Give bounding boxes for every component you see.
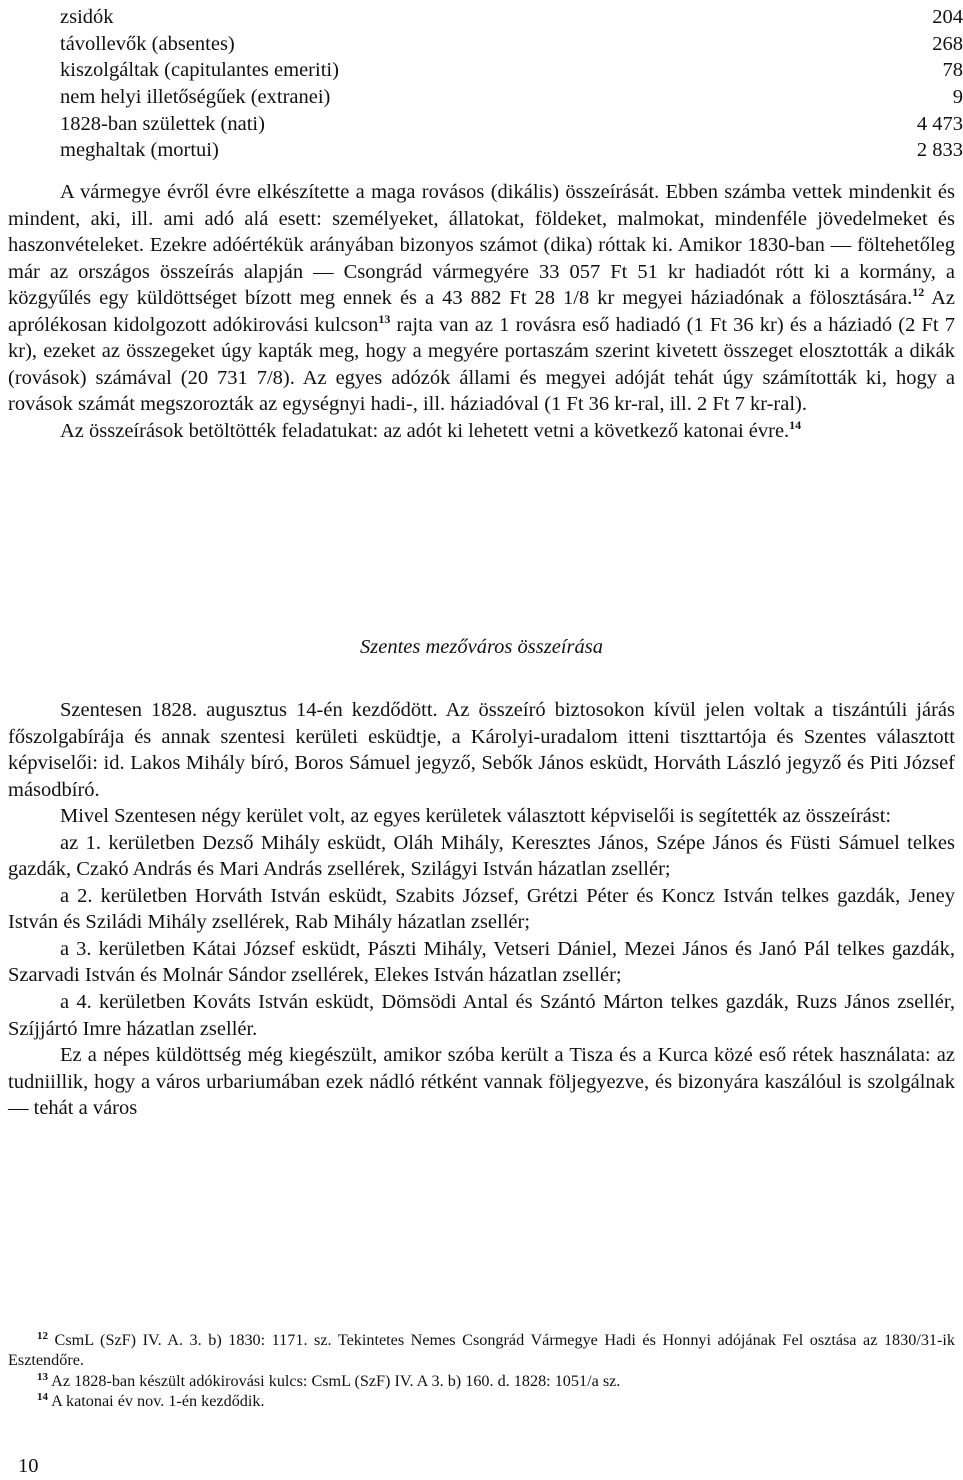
stat-value: 4 473 (916, 112, 963, 135)
section-body (8, 697, 955, 1122)
dikalis-paragraph (8, 179, 955, 418)
footnote (8, 1330, 955, 1371)
district-paragraph: az 1. kerületben Dezső Mihály esküdt, Oláh Mihály, Keresztes János, Szépe János és Füsti Sámuel telkes gazdák, Czakó András és Mari András zsellérek, Szilágyi István házatlan zsellér; (8, 831, 955, 881)
stat-value: 268 (932, 32, 963, 55)
body-paragraph: Ez a népes küldöttség még kiegészült, amikor szóba került a Tisza és a Kurca közé eső rétek használata: az tudniillik, hogy a város urbariumában ezek nádló rétként vannak följegyezve, és bizonyára kaszálóul is szolgálnak — tehát a város (8, 1044, 955, 1120)
footnote (8, 1391, 955, 1411)
page-number: 10 (18, 1455, 39, 1477)
stat-row (60, 4, 963, 31)
footnote (8, 1371, 955, 1391)
paragraph-text: Az aprólékosan kidolgozott adókirovási kulcson (8, 287, 955, 336)
stat-label: távollevők (absentes) (60, 32, 235, 55)
footnote-ref: 14 (789, 417, 802, 432)
footnote-text: Az 1828-ban készült adókirovási kulcs: CsmL (SzF) IV. A 3. b) 160. d. 1828: 1051/a sz. (48, 1371, 621, 1390)
stat-value: 9 (952, 86, 963, 109)
stat-label: zsidók (60, 6, 114, 28)
stat-label: 1828-ban születtek (nati) (60, 112, 265, 135)
footnote-number: 13 (37, 1370, 48, 1383)
stat-row (60, 111, 963, 138)
stat-label: meghaltak (mortui) (60, 139, 219, 162)
stat-row (60, 31, 963, 58)
footnote-text: CsmL (SzF) IV. A. 3. b) 1830: 1171. sz. Tekintetes Nemes Csongrád Vármegye Hadi és Honnyi adójának Fel osztása az 1830/31-ik Esztendőre. (8, 1331, 955, 1370)
stat-row (60, 84, 963, 111)
paragraph-text: Az összeírások betöltötték feladatukat: az adót ki lehetett vetni a következő katonai évre. (60, 419, 790, 442)
footnote-text: A katonai év nov. 1-én kezdődik. (48, 1391, 265, 1410)
stat-label: kiszolgáltak (capitulantes emeriti) (60, 59, 339, 82)
intro-text (8, 179, 955, 444)
paragraph-text: A vármegye évről évre elkészítette a maga rovásos (dikális) összeírását. Ebben számba vettek mindenkit és mindent, aki, ill. ami adó alá esett: személyeket, állatokat, földeket, malmokat, mindenféle jövedelmeket és haszonvételeket. Ezekre adóértékük arányában bizonyos számot (dika) róttak ki. Amikor 1830-ban — föltehetőleg már az országos összeírás alapján — Csongrád vármegyére 33 057 Ft 51 kr hadiadót rótt ki a kormány, a közgyűlés egy küldöttséget bízott meg ennek és a 43 882 Ft 28 1/8 kr megyei háziadónak a fölosztására. (8, 181, 955, 310)
body-paragraph: Szentesen 1828. augusztus 14-én kezdődött. Az összeíró biztosokon kívül jelen voltak a tiszántúli járás főszolgabírája és annak szentesi kerületi esküdtje, a Károlyi-uradalom itteni tiszttartója és Szentes választott képviselői: id. Lakos Mihály bíró, Boros Sámuel jegyző, Sebők János esküdt, Horváth László jegyző és Piti József másodbíró. (8, 699, 955, 801)
stat-label: nem helyi illetőségűek (extranei) (60, 86, 331, 109)
paragraph-text: rajta van az 1 rovásra eső hadiadó (1 Ft 36 kr) és a háziadó (2 Ft 7 kr), ezeket az összegeket úgy kapták meg, hogy a megyére portaszám szerint kivetett összeget elosztották a dikák (rovások) számával (20 731 7/8). Az egyes adózók állami és megyei adóját tehát úgy számították ki, hogy a rovások számát megszorozták az egységnyi hadi-, ill. háziadóval (1 Ft 36 kr-ral, ill. 2 Ft 7 kr-ral). (8, 313, 955, 416)
stat-value: 2 833 (916, 139, 963, 162)
footnote-number: 14 (37, 1390, 48, 1403)
stat-row (60, 137, 963, 164)
footnotes (8, 1330, 955, 1411)
footnote-ref: 12 (912, 285, 925, 300)
conclusion-paragraph (8, 418, 955, 445)
district-paragraph: a 2. kerületben Horváth István esküdt, Szabits József, Grétzi Péter és Koncz István telkes gazdák, Jeney István és Sziládi Mihály zsellérek, Rab Mihály házatlan zsellér; (8, 884, 955, 934)
footnote-number: 12 (37, 1330, 48, 1342)
body-paragraph: Mivel Szentesen négy kerület volt, az egyes kerületek választott képviselői is segítették az összeírást: (60, 805, 892, 828)
stat-value: 204 (932, 6, 963, 28)
footnote-ref: 13 (378, 311, 391, 326)
population-stats-list (60, 4, 963, 164)
stat-value: 78 (942, 59, 963, 82)
stat-row (60, 57, 963, 84)
district-paragraph: a 4. kerületben Kováts István esküdt, Dömsödi Antal és Szántó Márton telkes gazdák, Ruzs János zsellér, Szíjjártó Imre házatlan zsellér. (8, 991, 955, 1040)
district-paragraph: a 3. kerületben Kátai József esküdt, Pászti Mihály, Vetseri Dániel, Mezei János és Janó Pál telkes gazdák, Szarvadi István és Molnár Sándor zsellérek, Elekes István házatlan zsellér; (8, 937, 955, 987)
section-title: Szentes mezőváros összeírása (360, 636, 603, 658)
